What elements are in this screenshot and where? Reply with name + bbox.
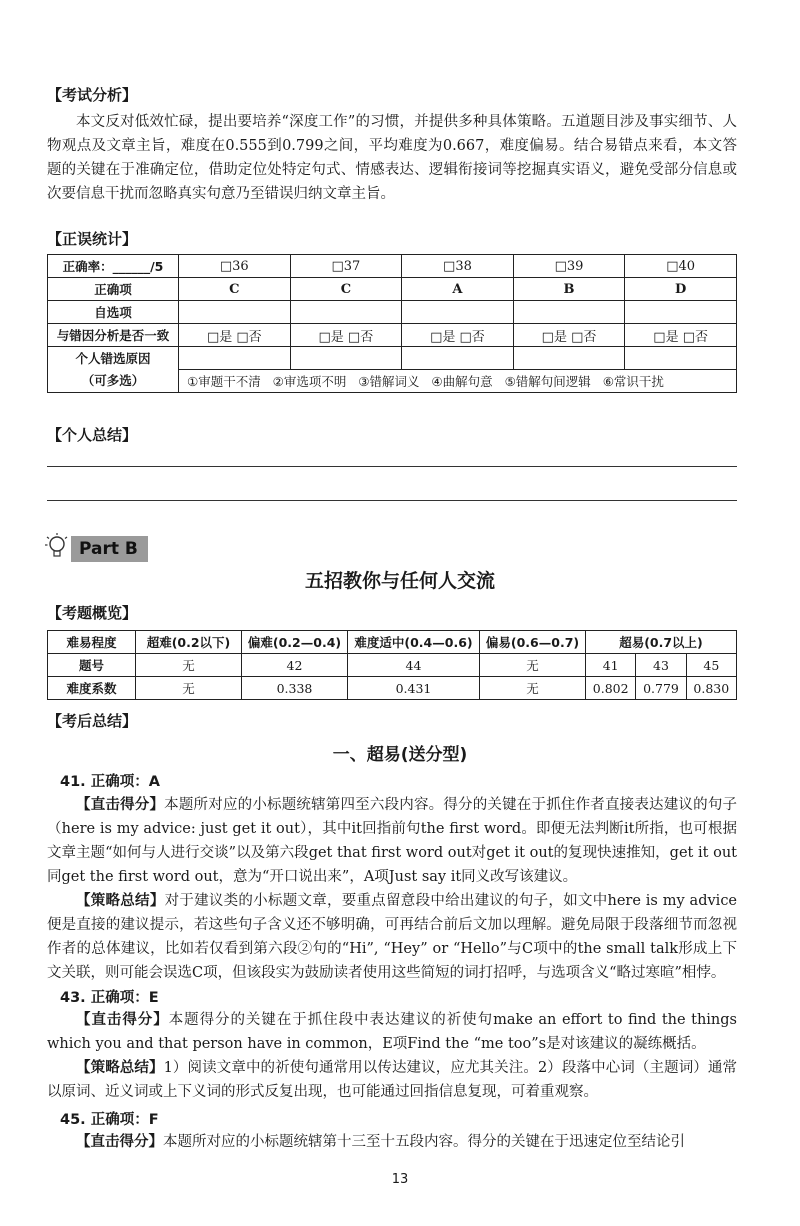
tag: 【直击得分】 (76, 1012, 169, 1028)
difficulty-value: 无 (480, 677, 586, 700)
reason-option[interactable]: ⑤错解句间逻辑 (504, 374, 591, 389)
q45-answer: 45. 正确项：F (60, 1112, 159, 1128)
question-number-label: 题号 (48, 654, 136, 677)
overview-header: 难易程度 (48, 631, 136, 654)
q41-block (47, 793, 737, 985)
tag: 【策略总结】 (76, 893, 165, 909)
self-choice-cell[interactable] (179, 301, 291, 324)
part-b-title: 五招教你与任何人交流 (304, 570, 495, 592)
q41-score-paragraph (47, 793, 737, 889)
correct-answer: C (290, 278, 402, 301)
summary-line[interactable] (47, 500, 737, 501)
reason-cell[interactable] (402, 347, 514, 370)
accuracy-field[interactable]: 正确率：______/5 (48, 255, 179, 278)
question-checkbox-37[interactable]: □37 (290, 255, 402, 278)
page-number: 13 (391, 1172, 409, 1187)
q45-score-paragraph (47, 1130, 737, 1154)
q41-strategy-text: 对于建议类的小标题文章，要重点留意段中给出建议的句子，如文中here is my advice便是直接的建议提示，若这些句子含义还不够明确，可再结合前后文加以理解。避免局限于段落细节而忽视作者的总体建议，比如若仅看到第六段②句的“Hi”, “Hey” or “Hello”与C项中的the small talk形成上下文关联，则可能会误选C项，但该段实为鼓励读者使用这些简短的词打招呼，与选项含义“略过寒暄”相悖。 (47, 893, 738, 981)
overview-header: 超易(0.7以上) (586, 631, 737, 654)
lightbulb-icon (44, 532, 70, 562)
difficulty-value: 无 (136, 677, 242, 700)
self-choice-cell[interactable] (513, 301, 625, 324)
reason-cell[interactable] (290, 347, 402, 370)
reason-option[interactable]: ①审题干不清 (187, 374, 261, 389)
correct-answer: A (402, 278, 514, 301)
table-row (48, 631, 737, 654)
overview-header: 偏易(0.6—0.7) (480, 631, 586, 654)
overview-header: 超难(0.2以下) (136, 631, 242, 654)
correct-answer: C (179, 278, 291, 301)
reason-cell[interactable] (625, 347, 737, 370)
summary-heading: 【个人总结】 (47, 426, 138, 444)
table-row (48, 324, 737, 347)
summary-line[interactable] (47, 466, 737, 467)
tag: 【直击得分】 (76, 1134, 163, 1150)
q45-score-text: 本题所对应的小标题统辖第十三至十五段内容。得分的关键在于迅速定位至结论引 (163, 1134, 685, 1150)
question-checkbox-38[interactable]: □38 (402, 255, 514, 278)
difficulty-value: 0.779 (636, 677, 686, 700)
question-number: 无 (136, 654, 242, 677)
q43-block (47, 1008, 737, 1104)
exam-analysis-paragraph (47, 110, 737, 206)
question-number: 41 (586, 654, 636, 677)
consistent-checkbox[interactable]: □是 □否 (513, 324, 625, 347)
self-choice-label: 自选项 (48, 301, 179, 324)
q43-strategy-paragraph (47, 1056, 737, 1104)
question-number: 45 (686, 654, 736, 677)
q43-strategy-text: 1）阅读文章中的祈使句通常用以传达建议，应尤其关注。2）段落中心词（主题词）通常以原词、近义词或上下义词的形式反复出现，也可能通过回指信息复现，可着重观察。 (47, 1060, 737, 1100)
reason-label-line1: 个人错选原因 (75, 350, 151, 366)
table-row (48, 301, 737, 324)
reason-option[interactable]: ⑥常识干扰 (602, 374, 664, 389)
q43-score-paragraph (47, 1008, 737, 1056)
difficulty-value: 0.830 (686, 677, 736, 700)
overview-heading: 【考题概览】 (47, 604, 138, 622)
question-number: 44 (348, 654, 480, 677)
self-choice-cell[interactable] (402, 301, 514, 324)
reason-option[interactable]: ③错解词义 (358, 374, 420, 389)
stats-table (47, 254, 737, 393)
stats-heading: 【正误统计】 (47, 230, 138, 248)
reason-option[interactable]: ②审选项不明 (272, 374, 347, 389)
table-row (48, 654, 737, 677)
overview-table (47, 630, 737, 700)
difficulty-value: 0.802 (586, 677, 636, 700)
consistent-checkbox[interactable]: □是 □否 (179, 324, 291, 347)
question-number: 无 (480, 654, 586, 677)
overview-header: 偏难(0.2—0.4) (242, 631, 348, 654)
q41-score-text: 本题所对应的小标题统辖第四至六段内容。得分的关键在于抓住作者直接表达建议的句子（here is my advice: just get it out），其中it回指前句the first word。即便无法判断it所指，也可根据文章主题“如何与人进行交谈”以及第六段get that first word out对get it out的复现快速推知，get it out同get the first word out，意为“开口说出来”，A项Just say it同义改写该建议。 (47, 797, 738, 885)
consistent-label: 与错因分析是否一致 (48, 324, 179, 347)
correct-label: 正确项 (48, 278, 179, 301)
table-row (48, 677, 737, 700)
reason-option[interactable]: ④曲解句意 (431, 374, 493, 389)
table-row (48, 255, 737, 278)
difficulty-value: 0.338 (242, 677, 348, 700)
consistent-checkbox[interactable]: □是 □否 (402, 324, 514, 347)
table-row (48, 347, 737, 370)
question-number: 42 (242, 654, 348, 677)
exam-analysis-text: 本文反对低效忙碌，提出要培养“深度工作”的习惯，并提供多种具体策略。五道题目涉及事实细节、人物观点及文章主旨，难度在0.555到0.799之间，平均难度为0.667，难度偏易。结合易错点来看，本文答题的关键在于准确定位，借助定位处特定句式、情感表达、逻辑衔接词等挖掘真实语义，避免受部分信息或次要信息干扰而忽略真实句意乃至错误归纳文章主旨。 (47, 114, 737, 202)
consistent-checkbox[interactable]: □是 □否 (290, 324, 402, 347)
question-number: 43 (636, 654, 686, 677)
consistent-checkbox[interactable]: □是 □否 (625, 324, 737, 347)
reason-cell[interactable] (513, 347, 625, 370)
reason-label (48, 347, 179, 393)
difficulty-label: 难度系数 (48, 677, 136, 700)
table-row (48, 278, 737, 301)
reason-options (179, 370, 737, 393)
tag: 【策略总结】 (76, 1060, 164, 1076)
tag: 【直击得分】 (76, 797, 165, 813)
section-title: 一、超易(送分型) (332, 745, 468, 765)
q43-answer: 43. 正确项：E (60, 990, 159, 1006)
self-choice-cell[interactable] (625, 301, 737, 324)
q45-block (47, 1130, 737, 1154)
question-checkbox-39[interactable]: □39 (513, 255, 625, 278)
overview-header: 难度适中(0.4—0.6) (348, 631, 480, 654)
q41-strategy-paragraph (47, 889, 737, 985)
question-checkbox-40[interactable]: □40 (625, 255, 737, 278)
q41-answer: 41. 正确项：A (60, 774, 160, 790)
correct-answer: D (625, 278, 737, 301)
difficulty-value: 0.431 (348, 677, 480, 700)
part-b-label: Part B (71, 536, 148, 562)
q43-score-text: 本题得分的关键在于抓住段中表达建议的祈使句make an effort to find the things which you and that person have in common，E项Find the “me too”s是对该建议的凝练概括。 (47, 1012, 737, 1052)
post-heading: 【考后总结】 (47, 712, 138, 730)
reason-label-line2: （可多选） (81, 372, 145, 388)
exam-analysis-heading: 【考试分析】 (47, 86, 138, 104)
reason-cell[interactable] (179, 347, 291, 370)
question-checkbox-36[interactable]: □36 (179, 255, 291, 278)
correct-answer: B (513, 278, 625, 301)
self-choice-cell[interactable] (290, 301, 402, 324)
